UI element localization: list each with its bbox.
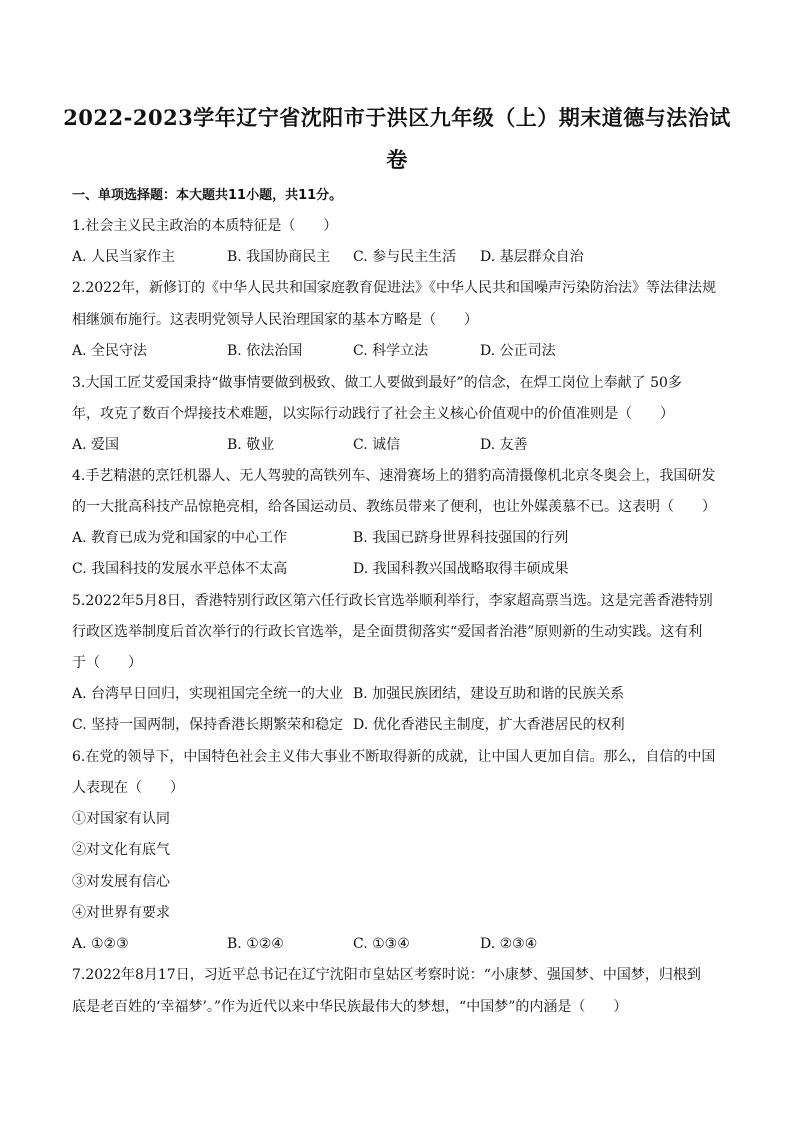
question-3-stem-line-2: 年，攻克了数百个焊接技术难题，以实际行动践行了社会主义核心价值观中的价值准则是（ ）: [72, 406, 674, 422]
q4-option-a: A. 教育已成为党和国家的中心工作: [72, 530, 288, 546]
question-1-stem: 1.社会主义民主政治的本质特征是（ ）: [72, 218, 338, 234]
q4-option-b: B. 我国已跻身世界科技强国的行列: [353, 530, 569, 546]
q3-option-b: B. 敬业: [227, 437, 275, 453]
question-2-stem-line-1: 2.2022年，新修订的《中华人民共和国家庭教育促进法》《中华人民共和国噪声污染防治法》等法律法规: [72, 280, 716, 296]
q1-option-c: C. 参与民主生活: [353, 249, 457, 265]
q2-option-a: A. 全民守法: [72, 343, 148, 359]
q4-option-d: D. 我国科教兴国战略取得丰硕成果: [353, 561, 569, 577]
q6-option-b: B. ①②④: [227, 936, 284, 952]
q3-option-c: C. 诚信: [353, 437, 401, 453]
question-5-stem-line-1: 5.2022年5月8日，香港特别行政区第六任行政长官选举顺利举行，李家超高票当选。这是完善香港特别: [72, 593, 713, 609]
q3-option-a: A. 爱国: [72, 437, 120, 453]
q2-option-d: D. 公正司法: [480, 343, 556, 359]
q5-option-c: C. 坚持一国两制，保持香港长期繁荣和稳定: [72, 717, 344, 733]
question-2-stem-line-2: 相继颁布施行。这表明党领导人民治理国家的基本方略是（ ）: [72, 312, 478, 328]
q6-statement-4: ④对世界有要求: [72, 905, 170, 921]
question-3-stem-line-1: 3.大国工匠艾爱国秉持“做事情要做到极致、做工人要做到最好”的信念，在焊工岗位上奉献了 50多: [72, 375, 682, 391]
q6-statement-2: ②对文化有底气: [72, 842, 170, 858]
question-7-stem-line-1: 7.2022年8月17日，习近平总书记在辽宁沈阳市皇姑区考察时说：“小康梦、强国梦、中国梦，归根到: [72, 967, 701, 983]
q6-statement-1: ①对国家有认同: [72, 811, 170, 827]
section-heading: 一、单项选择题：本大题共11小题，共11分。: [72, 188, 343, 203]
question-5-stem-line-2: 行政区选举制度后首次举行的行政长官选举，是全面贯彻落实“爱国者治港”原则新的生动实践。这有利: [72, 624, 703, 640]
q6-statement-3: ③对发展有信心: [72, 874, 170, 890]
q5-option-d: D. 优化香港民主制度，扩大香港居民的权利: [353, 717, 625, 733]
question-5-stem-line-3: 于（ ）: [72, 655, 142, 671]
q5-option-a: A. 台湾早日回归，实现祖国完全统一的大业: [72, 686, 344, 702]
question-6-stem-line-1: 6.在党的领导下，中国特色社会主义伟大事业不断取得新的成就，让中国人更加自信。那么，自信的中国: [72, 749, 716, 765]
q4-option-c: C. 我国科技的发展水平总体不太高: [72, 561, 288, 577]
q1-option-d: D. 基层群众自治: [480, 249, 584, 265]
exam-title-line-2: 卷: [386, 147, 408, 172]
q6-option-c: C. ①③④: [353, 936, 410, 952]
q1-option-a: A. 人民当家作主: [72, 249, 176, 265]
q2-option-b: B. 依法治国: [227, 343, 303, 359]
q5-option-b: B. 加强民族团结，建设互助和谐的民族关系: [353, 686, 625, 702]
q6-option-a: A. ①②③: [72, 936, 129, 952]
question-4-stem-line-1: 4.手艺精湛的烹饪机器人、无人驾驶的高铁列车、速滑赛场上的猎豹高清摄像机北京冬奥会上，我国研发: [72, 468, 716, 484]
question-4-stem-line-2: 的一大批高科技产品惊艳亮相，给各国运动员、教练员带来了便利，也让外媒羡慕不已。这表明（ ）: [72, 499, 716, 515]
q2-option-c: C. 科学立法: [353, 343, 429, 359]
exam-title-line-1: 2022-2023学年辽宁省沈阳市于洪区九年级（上）期末道德与法治试: [63, 105, 731, 130]
question-7-stem-line-2: 底是老百姓的‘幸福梦’。”作为近代以来中华民族最伟大的梦想，“中国梦”的内涵是（ ）: [72, 999, 628, 1015]
q1-option-b: B. 我国协商民主: [227, 249, 331, 265]
question-6-stem-line-2: 人表现在（ ）: [72, 780, 184, 796]
q6-option-d: D. ②③④: [480, 936, 538, 952]
q3-option-d: D. 友善: [480, 437, 528, 453]
